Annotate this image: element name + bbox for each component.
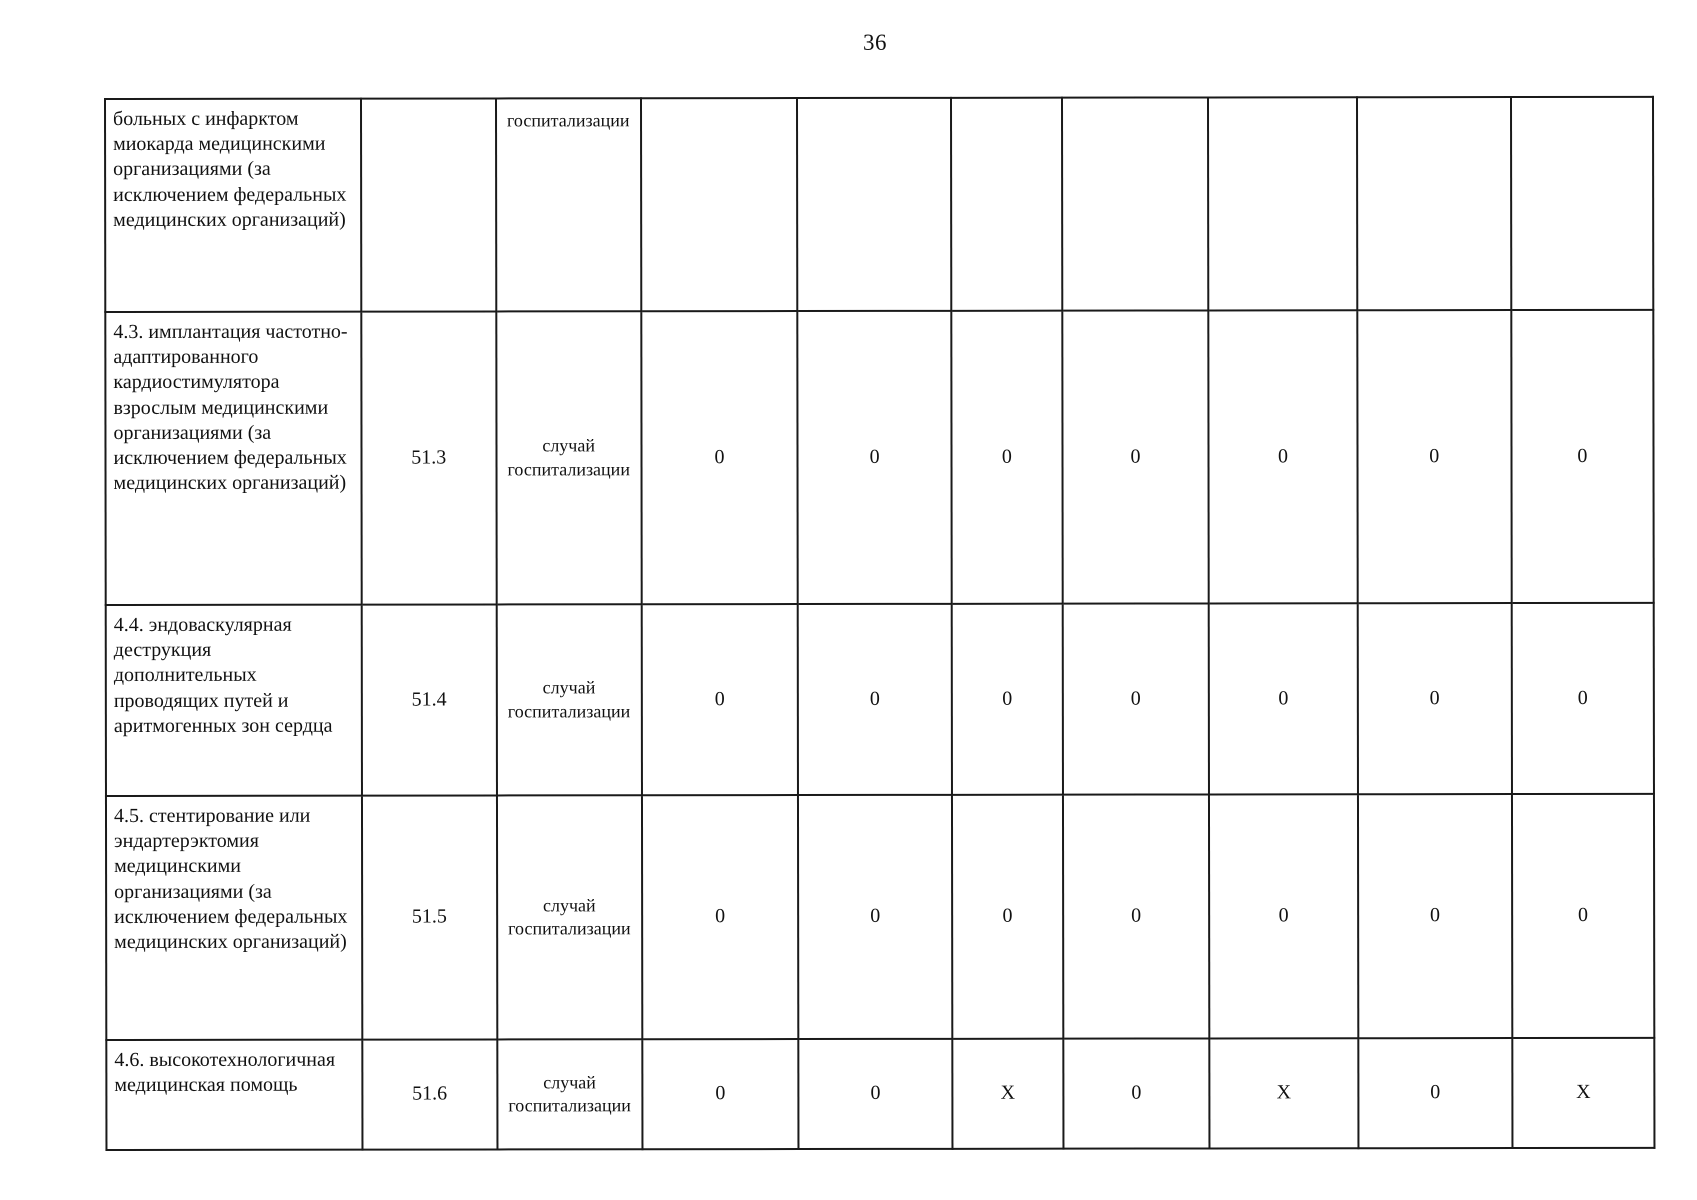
unit-line-2: госпитализации [508, 1095, 631, 1116]
value-cell: 0 [798, 1039, 952, 1149]
value-cell [1511, 97, 1653, 310]
value-cell: 0 [1062, 310, 1209, 603]
row-code-cell: 51.6 [362, 1039, 497, 1149]
row-name-cell: 4.6. высокотехнологичная медицинская помощь [106, 1040, 362, 1150]
row-code-cell: 51.4 [362, 604, 497, 795]
value-cell [1208, 97, 1357, 310]
value-cell: 0 [1358, 1038, 1512, 1148]
row-unit-cell [496, 604, 642, 795]
value-cell: 0 [1357, 310, 1511, 603]
value-cell [641, 98, 798, 311]
page-number: 36 [863, 30, 887, 55]
value-cell: 0 [1209, 603, 1358, 794]
row-unit-cell [496, 98, 642, 311]
value-cell: 0 [1512, 603, 1654, 794]
value-cell: 0 [797, 311, 951, 604]
value-cell: 0 [642, 604, 798, 795]
value-cell: 0 [1512, 794, 1655, 1038]
value-cell: Х [1512, 1038, 1654, 1148]
unit-line-1: случай [542, 894, 596, 915]
unit-line-1: случай [542, 435, 595, 456]
value-cell: 0 [641, 311, 798, 604]
row-code-cell [361, 98, 496, 311]
value-cell [951, 98, 1062, 311]
value-cell: 0 [952, 604, 1063, 795]
table-row [106, 603, 1654, 796]
row-code-cell: 51.5 [362, 795, 497, 1039]
table-row [105, 310, 1653, 605]
value-cell: Х [952, 1039, 1063, 1149]
value-cell: 0 [1209, 794, 1358, 1038]
value-cell: 0 [1063, 1038, 1210, 1148]
value-cell: 0 [642, 1039, 798, 1149]
table-row [106, 1038, 1654, 1150]
value-cell: 0 [951, 311, 1062, 604]
unit-line-2: госпитализации [507, 700, 631, 721]
value-cell: 0 [1063, 794, 1210, 1038]
value-cell [797, 98, 951, 311]
value-cell: 0 [798, 795, 952, 1039]
row-name-cell: 4.4. эндоваскулярная деструкция дополнительных проводящих путей и аритмогенных зон сердца [106, 605, 362, 796]
value-cell [1357, 97, 1511, 310]
unit-line-1: случай [542, 677, 596, 698]
table-row [105, 97, 1653, 312]
row-unit-cell [496, 311, 642, 604]
unit-line-2: госпитализации [506, 110, 630, 131]
row-name-cell: больных с инфарктом миокарда медицинскими организациями (за исключением федеральных медицинских организаций) [105, 99, 361, 312]
row-unit-cell [497, 1039, 643, 1149]
value-cell: Х [1209, 1038, 1358, 1148]
unit-line-1: случай [543, 1071, 596, 1092]
row-name-cell: 4.3. имплантация частотно-адаптированного кардиостимулятора взрослым медицинскими организациями (за исключением федеральных медицинских организаций) [105, 312, 361, 605]
table-row [106, 794, 1654, 1040]
value-cell: 0 [798, 604, 952, 795]
value-cell: 0 [952, 795, 1063, 1039]
row-name-cell: 4.5. стентирование или эндартерэктомия медицинскими организациями (за исключением федеральных медицинских организаций) [106, 796, 362, 1040]
unit-line-2: госпитализации [508, 918, 631, 939]
value-cell: 0 [1511, 310, 1654, 603]
row-unit-cell [496, 795, 642, 1039]
unit-line-2: госпитализации [507, 458, 630, 479]
value-cell: 0 [1358, 794, 1512, 1038]
indicator-table [104, 96, 1655, 1151]
value-cell: 0 [642, 795, 799, 1039]
value-cell [1062, 97, 1209, 310]
value-cell: 0 [1208, 310, 1357, 603]
row-code-cell: 51.3 [361, 311, 496, 604]
value-cell: 0 [1357, 603, 1511, 794]
value-cell: 0 [1062, 603, 1209, 794]
